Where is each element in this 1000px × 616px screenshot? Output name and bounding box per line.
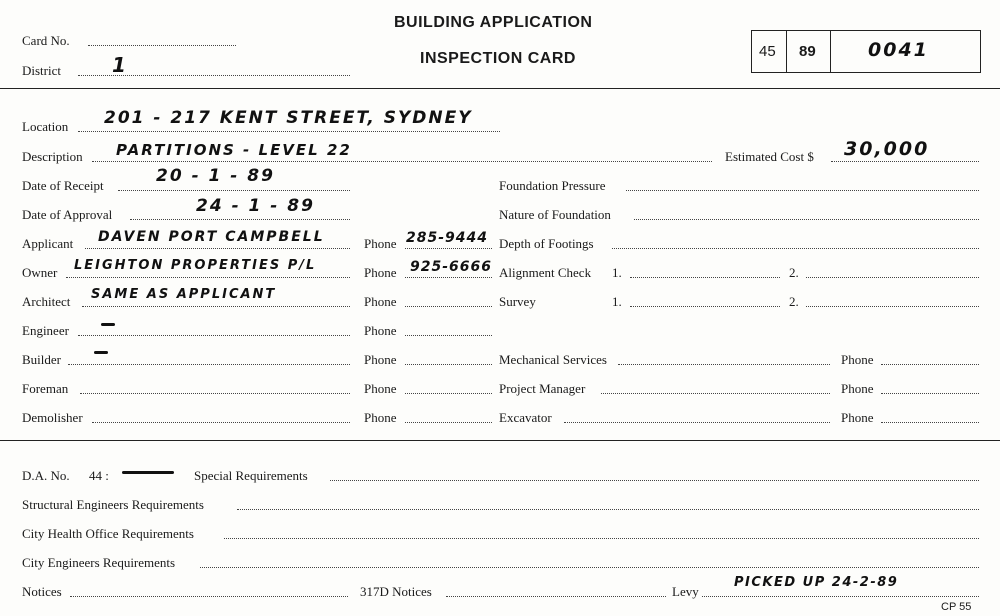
- card-no-label: Card No.: [22, 33, 70, 48]
- engineer-phone-field[interactable]: [405, 335, 492, 336]
- date-of-approval-field[interactable]: [130, 219, 350, 220]
- notices-label: Notices: [22, 584, 62, 599]
- depth-of-footings-field[interactable]: [612, 248, 979, 249]
- location-value: 201 - 217 KENT STREET, SYDNEY: [104, 108, 473, 128]
- builder-label: Builder: [22, 352, 61, 367]
- estimated-cost-label: Estimated Cost $: [725, 149, 814, 164]
- district-label: District: [22, 63, 61, 78]
- builder-field[interactable]: [68, 364, 350, 365]
- foreman-phone-label: Phone: [364, 381, 397, 396]
- 317d-notices-field[interactable]: [446, 596, 666, 597]
- form-code: CP 55: [941, 601, 972, 613]
- foundation-pressure-field[interactable]: [626, 190, 979, 191]
- applicant-label: Applicant: [22, 236, 74, 251]
- survey-option-1: 1.: [612, 294, 622, 309]
- demolisher-field[interactable]: [92, 422, 350, 423]
- survey-label: Survey: [499, 294, 536, 309]
- builder-phone-field[interactable]: [405, 364, 492, 365]
- city-health-office-requirements-label: City Health Office Requirements: [22, 526, 194, 541]
- structural-engineers-requirements-label: Structural Engineers Requirements: [22, 497, 204, 512]
- mechanical-services-label: Mechanical Services: [499, 352, 607, 367]
- excavator-phone-field[interactable]: [881, 422, 979, 423]
- foundation-pressure-label: Foundation Pressure: [499, 178, 606, 193]
- city-health-office-requirements-field[interactable]: [224, 538, 979, 539]
- foreman-field[interactable]: [80, 393, 350, 394]
- engineer-dash-mark: [101, 323, 115, 326]
- notices-field[interactable]: [70, 596, 348, 597]
- description-field[interactable]: [92, 161, 712, 162]
- alignment-check-option-2: 2.: [789, 265, 799, 280]
- da-no-dash-mark: [122, 471, 174, 474]
- excavator-phone-label: Phone: [841, 410, 874, 425]
- alignment-check-option-1: 1.: [612, 265, 622, 280]
- estimated-cost-field[interactable]: [831, 161, 979, 162]
- engineer-phone-label: Phone: [364, 323, 397, 338]
- card-no-field[interactable]: [88, 45, 236, 46]
- district-value: 1: [112, 53, 128, 77]
- architect-field[interactable]: [82, 306, 350, 307]
- date-of-receipt-field[interactable]: [118, 190, 350, 191]
- alignment-check-label: Alignment Check: [499, 265, 592, 280]
- 317d-notices-label: 317D Notices: [360, 584, 432, 599]
- owner-field[interactable]: [66, 277, 350, 278]
- header-divider: [0, 88, 1000, 89]
- builder-phone-label: Phone: [364, 352, 397, 367]
- date-of-approval-label: Date of Approval: [22, 207, 113, 222]
- city-engineers-requirements-label: City Engineers Requirements: [22, 555, 176, 570]
- architect-phone-label: Phone: [364, 294, 397, 309]
- project-manager-field[interactable]: [601, 393, 830, 394]
- applicant-phone-label: Phone: [364, 236, 397, 251]
- demolisher-label: Demolisher: [22, 410, 83, 425]
- card-number-year: 89: [799, 43, 816, 60]
- applicant-value: DAVEN PORT CAMPBELL: [98, 229, 325, 245]
- alignment-check-field-2[interactable]: [806, 277, 979, 278]
- engineer-label: Engineer: [22, 323, 69, 338]
- foreman-phone-field[interactable]: [405, 393, 492, 394]
- applicant-phone-field[interactable]: [405, 248, 492, 249]
- applicant-field[interactable]: [85, 248, 350, 249]
- card-number-box: [751, 30, 981, 73]
- owner-value: LEIGHTON PROPERTIES P/L: [74, 258, 317, 273]
- special-requirements-label: Special Requirements: [194, 468, 308, 483]
- card-title-line2: INSPECTION CARD: [420, 50, 576, 67]
- depth-of-footings-label: Depth of Footings: [499, 236, 594, 251]
- levy-label: Levy: [672, 584, 699, 599]
- survey-option-2: 2.: [789, 294, 799, 309]
- engineer-field[interactable]: [78, 335, 350, 336]
- survey-field-1[interactable]: [630, 306, 780, 307]
- da-no-label: D.A. No.: [22, 468, 70, 483]
- builder-dash-mark: [94, 351, 108, 354]
- owner-label: Owner: [22, 265, 58, 280]
- owner-phone-value: 925-6666: [410, 259, 492, 275]
- project-manager-phone-field[interactable]: [881, 393, 979, 394]
- mechanical-services-field[interactable]: [618, 364, 830, 365]
- card-title-line1: BUILDING APPLICATION: [394, 14, 593, 31]
- owner-phone-field[interactable]: [405, 277, 492, 278]
- description-value: PARTITIONS - LEVEL 22: [116, 141, 352, 159]
- applicant-phone-value: 285-9444: [406, 230, 488, 246]
- section-divider: [0, 440, 1000, 441]
- card-number-value: 0041: [868, 39, 929, 61]
- project-manager-phone-label: Phone: [841, 381, 874, 396]
- alignment-check-field-1[interactable]: [630, 277, 780, 278]
- estimated-cost-value: 30,000: [844, 138, 930, 160]
- architect-value: SAME AS APPLICANT: [91, 287, 277, 302]
- mechanical-services-phone-field[interactable]: [881, 364, 979, 365]
- description-label: Description: [22, 149, 83, 164]
- architect-label: Architect: [22, 294, 71, 309]
- owner-phone-label: Phone: [364, 265, 397, 280]
- demolisher-phone-field[interactable]: [405, 422, 492, 423]
- date-of-approval-value: 24 - 1 - 89: [196, 196, 315, 216]
- date-of-receipt-value: 20 - 1 - 89: [156, 166, 275, 186]
- date-of-receipt-label: Date of Receipt: [22, 178, 104, 193]
- excavator-label: Excavator: [499, 410, 552, 425]
- da-no-value: 44 :: [89, 468, 109, 483]
- levy-value: PICKED UP 24-2-89: [734, 575, 899, 590]
- demolisher-phone-label: Phone: [364, 410, 397, 425]
- mechanical-services-phone-label: Phone: [841, 352, 874, 367]
- architect-phone-field[interactable]: [405, 306, 492, 307]
- project-manager-label: Project Manager: [499, 381, 586, 396]
- location-label: Location: [22, 119, 69, 134]
- nature-of-foundation-field[interactable]: [634, 219, 979, 220]
- nature-of-foundation-label: Nature of Foundation: [499, 207, 611, 222]
- excavator-field[interactable]: [564, 422, 830, 423]
- card-number-prefix: 45: [759, 43, 776, 60]
- survey-field-2[interactable]: [806, 306, 979, 307]
- levy-field[interactable]: [702, 596, 979, 597]
- city-engineers-requirements-field[interactable]: [200, 567, 979, 568]
- foreman-label: Foreman: [22, 381, 69, 396]
- special-requirements-field[interactable]: [330, 480, 979, 481]
- structural-engineers-requirements-field[interactable]: [237, 509, 979, 510]
- location-field[interactable]: [78, 131, 500, 132]
